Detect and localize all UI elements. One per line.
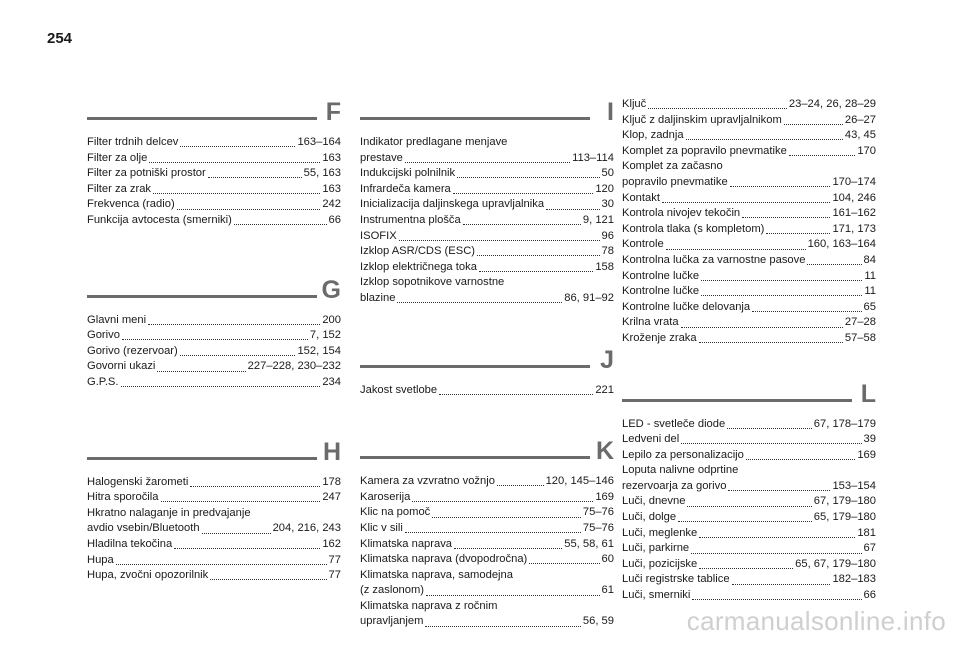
entry-pages: 11 bbox=[864, 285, 876, 298]
entry-term: Krilna vrata bbox=[622, 316, 679, 329]
entry-pages: 55, 58, 61 bbox=[564, 537, 614, 550]
entry-term: Klic v sili bbox=[360, 521, 403, 534]
index-entry bbox=[87, 375, 341, 391]
entry-term: (z zaslonom) bbox=[360, 584, 425, 597]
entry-pages: 247 bbox=[322, 491, 341, 504]
entry-term: Hitra sporočila bbox=[87, 491, 159, 504]
entry-term: Gorivo (rezervoar) bbox=[87, 344, 178, 357]
entry-term: Luči, parkirne bbox=[622, 542, 690, 555]
entry-pages: 66 bbox=[328, 213, 341, 226]
index-entry bbox=[87, 166, 341, 182]
entry-term: Kontrolne lučke delovanja bbox=[622, 300, 751, 313]
entry-term: Instrumentna plošča bbox=[360, 213, 461, 226]
leader-dots bbox=[687, 506, 811, 507]
entry-pages: 65, 67, 179–180 bbox=[795, 557, 876, 570]
entry-term: Luči, smerniki bbox=[622, 589, 691, 602]
index-entry bbox=[622, 97, 876, 113]
entry-pages: 178 bbox=[322, 475, 341, 488]
entry-pages: 96 bbox=[601, 229, 614, 242]
entry-pages: 77 bbox=[328, 569, 341, 582]
section-header bbox=[87, 437, 341, 471]
entry-pages: 227–228, 230–232 bbox=[247, 360, 341, 373]
index-entry bbox=[622, 222, 876, 238]
index-entry bbox=[87, 568, 341, 584]
leader-dots bbox=[701, 280, 862, 281]
leader-dots bbox=[426, 595, 600, 596]
entry-pages: 170 bbox=[857, 144, 876, 157]
leader-dots bbox=[699, 568, 793, 569]
index-entry bbox=[622, 159, 876, 190]
entry-term: Filter trdnih delcev bbox=[87, 136, 179, 148]
entry-term-line1: Indikator predlagane menjave bbox=[360, 136, 508, 148]
leader-dots bbox=[234, 224, 327, 225]
entry-term: Klic na pomoč bbox=[360, 506, 431, 519]
entry-pages: 67, 179–180 bbox=[813, 495, 876, 508]
index-entry bbox=[622, 541, 876, 557]
index-entry bbox=[622, 269, 876, 285]
index-entry bbox=[360, 244, 614, 260]
entry-list bbox=[360, 474, 614, 630]
entry-pages: 78 bbox=[601, 245, 614, 258]
leader-dots bbox=[479, 271, 593, 272]
entry-term-line1: Komplet za začasno bbox=[622, 160, 723, 173]
entry-term: avdio vsebin/Bluetooth bbox=[87, 522, 200, 535]
leader-dots bbox=[807, 264, 861, 265]
leader-dots bbox=[727, 428, 812, 429]
entry-term: Kontrolne lučke bbox=[622, 285, 700, 298]
entry-pages: 120, 145–146 bbox=[545, 475, 614, 488]
leader-dots bbox=[789, 155, 856, 156]
entry-term: Kontrole bbox=[622, 238, 664, 251]
index-section bbox=[87, 437, 341, 584]
entry-pages: 65, 179–180 bbox=[813, 511, 876, 524]
entry-pages: 162 bbox=[322, 537, 341, 550]
entry-pages: 204, 216, 243 bbox=[272, 522, 341, 535]
leader-dots bbox=[752, 311, 861, 312]
index-section bbox=[360, 98, 614, 307]
entry-pages: 75–76 bbox=[582, 506, 614, 519]
section-letter: K bbox=[595, 437, 614, 466]
entry-pages: 163–164 bbox=[297, 136, 341, 148]
entry-pages: 9, 121 bbox=[582, 213, 614, 226]
leader-dots bbox=[728, 490, 830, 491]
index-entry bbox=[622, 284, 876, 300]
leader-dots bbox=[399, 240, 600, 241]
section-letter: F bbox=[325, 98, 341, 126]
leader-dots bbox=[453, 193, 594, 194]
entry-pages: 75–76 bbox=[582, 521, 614, 534]
section-divider bbox=[87, 295, 317, 298]
entry-term: Kontrola nivojev tekočin bbox=[622, 207, 741, 220]
index-column-3 bbox=[622, 97, 876, 604]
index-section bbox=[360, 345, 614, 399]
entry-pages: 181 bbox=[857, 526, 876, 539]
leader-dots bbox=[180, 355, 296, 356]
entry-pages: 161–162 bbox=[832, 207, 876, 220]
index-entry bbox=[622, 191, 876, 207]
index-entry bbox=[87, 135, 341, 151]
entry-pages: 171, 173 bbox=[832, 222, 876, 235]
entry-term: Izklop ASR/CDS (ESC) bbox=[360, 245, 476, 258]
entry-term: Klimatska naprava (dvopodročna) bbox=[360, 553, 528, 566]
section-letter: L bbox=[860, 379, 876, 408]
entry-term: Inicializacija daljinskega upravljalnika bbox=[360, 198, 545, 211]
index-entry bbox=[622, 128, 876, 144]
entry-term: popravilo pnevmatike bbox=[622, 175, 728, 188]
index-entry bbox=[87, 359, 341, 375]
leader-dots bbox=[546, 209, 599, 210]
entry-term: Karoserija bbox=[360, 490, 411, 503]
leader-dots bbox=[149, 162, 320, 163]
entry-term: Ključ bbox=[622, 98, 647, 110]
entry-pages: 169 bbox=[857, 448, 876, 461]
entry-term: Luči, meglenke bbox=[622, 526, 698, 539]
index-entry bbox=[360, 166, 614, 182]
entry-term: Glavni meni bbox=[87, 313, 147, 326]
entry-pages: 113–114 bbox=[572, 151, 614, 164]
index-entry bbox=[360, 213, 614, 229]
entry-term: rezervoarja za gorivo bbox=[622, 479, 727, 492]
entry-pages: 152, 154 bbox=[297, 344, 341, 357]
leader-dots bbox=[666, 249, 806, 250]
entry-pages: 234 bbox=[322, 375, 341, 388]
entry-term: prestave bbox=[360, 151, 403, 164]
entry-term: Kontrolna lučka za varnostne pasove bbox=[622, 253, 806, 266]
leader-dots bbox=[425, 626, 580, 627]
section-letter: I bbox=[607, 98, 614, 126]
index-entry bbox=[87, 475, 341, 491]
entry-term: Klimatska naprava bbox=[360, 537, 453, 550]
leader-dots bbox=[497, 485, 544, 486]
entry-pages: 57–58 bbox=[844, 331, 876, 344]
entry-term: Filter za olje bbox=[87, 151, 148, 164]
entry-term-line1: Klimatska naprava, samodejna bbox=[360, 568, 513, 581]
index-section bbox=[622, 97, 876, 347]
index-entry bbox=[360, 229, 614, 245]
leader-dots bbox=[457, 177, 599, 178]
entry-pages: 39 bbox=[863, 433, 876, 446]
entry-term: Kontrolne lučke bbox=[622, 269, 700, 282]
index-entry bbox=[622, 144, 876, 160]
index-entry bbox=[87, 490, 341, 506]
entry-term: Luči, dnevne bbox=[622, 495, 686, 508]
index-entry bbox=[622, 494, 876, 510]
entry-term: Indukcijski polnilnik bbox=[360, 167, 456, 180]
entry-term: LED - svetleče diode bbox=[622, 417, 726, 430]
leader-dots bbox=[701, 295, 862, 296]
entry-pages: 182–183 bbox=[832, 573, 876, 586]
entry-term: Infrardeča kamera bbox=[360, 182, 451, 195]
section-header bbox=[622, 379, 876, 413]
index-entry bbox=[87, 506, 341, 537]
leader-dots bbox=[691, 553, 861, 554]
index-entry bbox=[87, 151, 341, 167]
leader-dots bbox=[766, 233, 830, 234]
leader-dots bbox=[730, 186, 831, 187]
index-entry bbox=[360, 275, 614, 306]
entry-pages: 67 bbox=[863, 542, 876, 555]
index-entry bbox=[360, 197, 614, 213]
index-entry bbox=[622, 206, 876, 222]
entry-pages: 104, 246 bbox=[832, 191, 876, 204]
index-entry bbox=[87, 313, 341, 329]
index-entry bbox=[360, 552, 614, 568]
index-entry bbox=[622, 557, 876, 573]
index-entry bbox=[360, 474, 614, 490]
entry-list bbox=[87, 475, 341, 584]
entry-term: Luči, dolge bbox=[622, 511, 677, 524]
leader-dots bbox=[180, 146, 295, 147]
entry-term: Kontrola tlaka (s kompletom) bbox=[622, 222, 765, 235]
leader-dots bbox=[784, 124, 843, 125]
section-divider bbox=[360, 117, 590, 120]
entry-term: Komplet za popravilo pnevmatike bbox=[622, 144, 787, 157]
section-divider bbox=[622, 399, 852, 402]
index-entry bbox=[622, 432, 876, 448]
index-section bbox=[87, 98, 341, 229]
entry-term: Frekvenca (radio) bbox=[87, 198, 175, 211]
index-entry bbox=[360, 490, 614, 506]
leader-dots bbox=[153, 193, 320, 194]
leader-dots bbox=[116, 564, 327, 565]
entry-list bbox=[360, 383, 614, 399]
section-header bbox=[360, 437, 614, 470]
index-entry bbox=[622, 510, 876, 526]
index-entry bbox=[360, 521, 614, 537]
entry-term: Hladilna tekočina bbox=[87, 537, 173, 550]
entry-pages: 169 bbox=[595, 490, 614, 503]
entry-pages: 26–27 bbox=[844, 113, 876, 126]
entry-pages: 55, 163 bbox=[303, 167, 341, 180]
entry-term: G.P.S. bbox=[87, 375, 119, 388]
entry-term: Luči, pozicijske bbox=[622, 557, 698, 570]
section-letter: J bbox=[600, 345, 614, 374]
leader-dots bbox=[463, 224, 581, 225]
index-entry bbox=[360, 383, 614, 399]
index-entry bbox=[622, 237, 876, 253]
entry-pages: 23–24, 26, 28–29 bbox=[788, 98, 876, 110]
index-entry bbox=[622, 572, 876, 588]
entry-pages: 153–154 bbox=[832, 479, 876, 492]
entry-list bbox=[360, 135, 614, 307]
entry-pages: 86, 91–92 bbox=[564, 291, 614, 304]
entry-term: blazine bbox=[360, 291, 396, 304]
entry-term: Hupa bbox=[87, 553, 114, 566]
leader-dots bbox=[208, 177, 302, 178]
entry-pages: 242 bbox=[322, 198, 341, 211]
entry-term: Ledveni del bbox=[622, 433, 680, 446]
entry-term-line1: Loputa nalivne odprtine bbox=[622, 464, 739, 477]
entry-pages: 77 bbox=[328, 553, 341, 566]
entry-term: Kamera za vzvratno vožnjo bbox=[360, 475, 495, 488]
section-divider bbox=[87, 117, 317, 120]
leader-dots bbox=[405, 162, 570, 163]
index-entry bbox=[622, 448, 876, 464]
index-entry bbox=[87, 213, 341, 229]
entry-pages: 120 bbox=[595, 182, 614, 195]
entry-pages: 30 bbox=[601, 198, 614, 211]
entry-term: Filter za potniški prostor bbox=[87, 167, 206, 180]
index-column-2 bbox=[360, 98, 614, 630]
index-entry bbox=[87, 197, 341, 213]
entry-pages: 60 bbox=[601, 553, 614, 566]
entry-term-line1: Klimatska naprava z ročnim bbox=[360, 599, 498, 612]
leader-dots bbox=[454, 548, 562, 549]
index-entry bbox=[622, 588, 876, 604]
entry-list bbox=[87, 313, 341, 391]
leader-dots bbox=[732, 584, 831, 585]
index-entry bbox=[87, 537, 341, 553]
entry-pages: 43, 45 bbox=[844, 129, 876, 142]
index-entry bbox=[360, 182, 614, 198]
leader-dots bbox=[742, 217, 830, 218]
leader-dots bbox=[692, 599, 861, 600]
entry-pages: 7, 152 bbox=[309, 329, 341, 342]
index-section bbox=[87, 275, 341, 391]
entry-term: Filter za zrak bbox=[87, 182, 152, 195]
section-letter: G bbox=[321, 275, 341, 304]
entry-term: Kontakt bbox=[622, 191, 660, 204]
index-entry bbox=[360, 505, 614, 521]
section-header bbox=[87, 275, 341, 309]
entry-pages: 56, 59 bbox=[582, 615, 614, 628]
leader-dots bbox=[397, 302, 562, 303]
leader-dots bbox=[686, 139, 843, 140]
leader-dots bbox=[122, 339, 308, 340]
index-entry bbox=[622, 331, 876, 347]
entry-term-line1: Hkratno nalaganje in predvajanje bbox=[87, 506, 251, 519]
entry-term: ISOFIX bbox=[360, 229, 397, 242]
index-entry bbox=[622, 526, 876, 542]
leader-dots bbox=[202, 533, 271, 534]
entry-pages: 163 bbox=[322, 151, 341, 164]
index-entry bbox=[360, 537, 614, 553]
leader-dots bbox=[432, 517, 581, 518]
leader-dots bbox=[681, 443, 861, 444]
index-entry bbox=[622, 463, 876, 494]
entry-pages: 158 bbox=[595, 260, 614, 273]
leader-dots bbox=[210, 579, 326, 580]
entry-pages: 65 bbox=[863, 300, 876, 313]
leader-dots bbox=[412, 501, 593, 502]
index-entry bbox=[622, 417, 876, 433]
entry-term: Gorivo bbox=[87, 329, 120, 342]
section-divider bbox=[360, 365, 590, 368]
entry-term: Ključ z daljinskim upravljalnikom bbox=[622, 113, 782, 126]
entry-pages: 61 bbox=[601, 584, 614, 597]
section-header bbox=[87, 98, 341, 131]
entry-pages: 50 bbox=[601, 167, 614, 180]
entry-pages: 163 bbox=[322, 182, 341, 195]
leader-dots bbox=[681, 327, 843, 328]
leader-dots bbox=[746, 459, 855, 460]
leader-dots bbox=[477, 255, 600, 256]
leader-dots bbox=[177, 209, 321, 210]
entry-pages: 27–28 bbox=[844, 316, 876, 329]
leader-dots bbox=[662, 202, 830, 203]
leader-dots bbox=[699, 342, 843, 343]
entry-pages: 160, 163–164 bbox=[807, 238, 876, 251]
entry-term: Hupa, zvočni opozorilnik bbox=[87, 569, 209, 582]
entry-term: Govorni ukazi bbox=[87, 360, 156, 373]
index-entry bbox=[360, 135, 614, 166]
index-entry bbox=[87, 328, 341, 344]
entry-pages: 67, 178–179 bbox=[813, 417, 876, 430]
entry-list bbox=[622, 97, 876, 347]
entry-pages: 170–174 bbox=[832, 175, 876, 188]
leader-dots bbox=[439, 394, 593, 395]
leader-dots bbox=[161, 501, 321, 502]
entry-term: Funkcija avtocesta (smerniki) bbox=[87, 213, 232, 226]
entry-list bbox=[622, 417, 876, 604]
leader-dots bbox=[699, 537, 855, 538]
section-divider bbox=[87, 457, 317, 460]
section-header bbox=[360, 345, 614, 379]
entry-pages: 200 bbox=[322, 313, 341, 326]
entry-term: Halogenski žarometi bbox=[87, 475, 189, 488]
leader-dots bbox=[121, 386, 321, 387]
index-section bbox=[622, 379, 876, 604]
leader-dots bbox=[157, 371, 245, 372]
entry-pages: 66 bbox=[863, 589, 876, 602]
entry-pages: 221 bbox=[595, 383, 614, 396]
entry-term: Kroženje zraka bbox=[622, 331, 697, 344]
index-entry bbox=[622, 113, 876, 129]
index-column-1 bbox=[87, 98, 341, 584]
leader-dots bbox=[405, 532, 581, 533]
index-section bbox=[360, 437, 614, 630]
index-entry bbox=[360, 260, 614, 276]
entry-pages: 11 bbox=[864, 269, 876, 282]
entry-term-line1: Izklop sopotnikove varnostne bbox=[360, 276, 505, 289]
entry-term: Jakost svetlobe bbox=[360, 383, 438, 396]
index-entry bbox=[87, 182, 341, 198]
section-header bbox=[360, 98, 614, 131]
index-entry bbox=[87, 344, 341, 360]
index-entry bbox=[622, 300, 876, 316]
index-entry bbox=[87, 553, 341, 569]
entry-term: Izklop električnega toka bbox=[360, 260, 477, 273]
entry-term: Klop, zadnja bbox=[622, 129, 684, 142]
page-number: 254 bbox=[47, 30, 73, 47]
watermark: carmanualsonline.info bbox=[686, 606, 946, 636]
leader-dots bbox=[529, 563, 599, 564]
index-entry bbox=[622, 253, 876, 269]
leader-dots bbox=[648, 108, 787, 109]
index-entry bbox=[622, 315, 876, 331]
section-letter: H bbox=[322, 437, 341, 466]
entry-list bbox=[87, 135, 341, 229]
leader-dots bbox=[148, 324, 320, 325]
leader-dots bbox=[174, 548, 320, 549]
index-entry bbox=[360, 599, 614, 630]
leader-dots bbox=[190, 486, 320, 487]
index-entry bbox=[360, 568, 614, 599]
entry-term: upravljanjem bbox=[360, 615, 424, 628]
leader-dots bbox=[678, 521, 812, 522]
section-divider bbox=[360, 456, 590, 459]
entry-term: Luči registrske tablice bbox=[622, 573, 730, 586]
entry-term: Lepilo za personalizacijo bbox=[622, 448, 744, 461]
entry-pages: 84 bbox=[863, 253, 876, 266]
